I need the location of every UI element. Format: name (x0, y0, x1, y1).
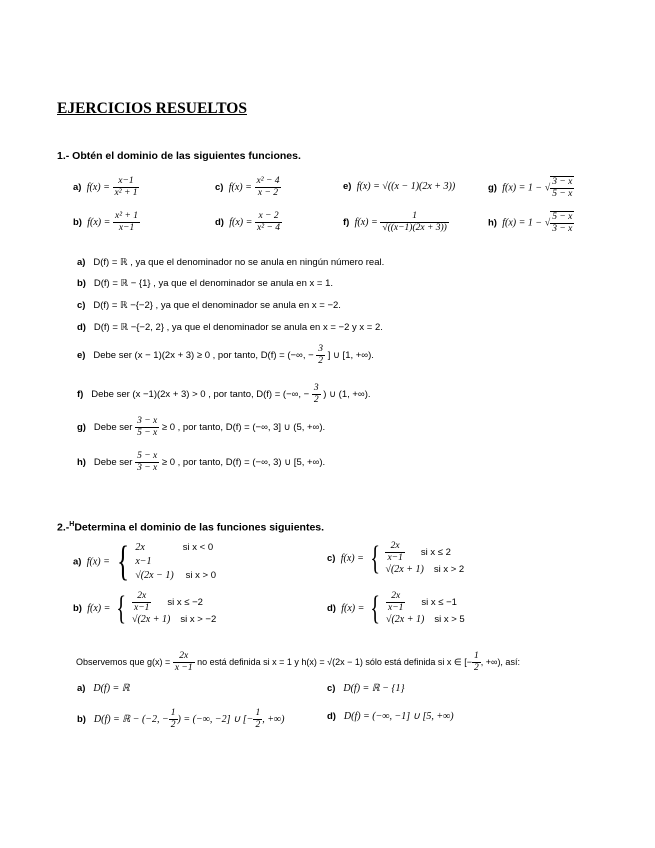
ex1-solution-f (77, 383, 371, 406)
cases (132, 591, 216, 626)
case-cond: si x > 5 (434, 614, 465, 625)
solution-text: Debe ser (x −1)(2x + 3) > 0 , por tanto, D(f) = (−∞, − (91, 389, 310, 401)
solution-text: D(f) = ℝ (93, 683, 130, 694)
ex1-solution-g (77, 416, 325, 439)
fraction: $\frac{1}{2}$ (170, 708, 176, 730)
ex2-item-a (73, 541, 216, 583)
fraction: $\frac{\text{x² + 1}}{x-1}$ (115, 211, 138, 233)
item-expr: f(x) = √((x − 1)(2x + 3)) (356, 181, 456, 192)
fraction: $\frac{2x}{x -1}$ (174, 651, 193, 673)
solution-text-end: ] ∪ [1, +∞). (327, 350, 374, 362)
item-label: f) (343, 217, 350, 229)
solution-text-mid: ) = (−∞, −2] ∪ [− (177, 714, 254, 726)
fraction: $\frac{3 - x}{5 - x}$ (552, 177, 573, 199)
ex1-solution-a (77, 257, 384, 268)
ex1-item-d (215, 211, 282, 234)
item-label: d) (215, 217, 224, 229)
page-title: EJERCICIOS RESUELTOS (57, 100, 247, 117)
item-lhs: f(x) = (354, 217, 378, 229)
case-expr: √(2x − 1) (135, 570, 174, 581)
solution-label: d) (77, 322, 86, 333)
ex2-item-c (327, 541, 464, 576)
fraction: $\frac{3}{2}$ (313, 383, 319, 405)
solution-text: Debe ser (x − 1)(2x + 3) ≥ 0 , por tanto, D(f) = (−∞, − (93, 350, 314, 362)
solution-text: D(f) = ℝ −{−2, 2} , ya que el denominador se anula en x = −2 y x = 2. (93, 322, 383, 333)
ex1-solution-b (77, 278, 333, 289)
ex2-item-d (327, 591, 465, 626)
item-lhs: f(x) = (87, 217, 111, 229)
ex1-item-e (343, 181, 455, 192)
case-cond: si x < 0 (182, 542, 214, 553)
item-lhs: f(x) = 1 − (502, 217, 543, 229)
left-brace: { (116, 539, 129, 585)
item-label: b) (73, 603, 82, 614)
solution-text: Debe ser (93, 457, 133, 469)
exercise-1-heading: 1.- Obtén el dominio de las siguientes funciones. (57, 150, 301, 162)
fraction: $\frac{1}{2}$ (255, 708, 261, 730)
item-lhs: f(x) = (86, 556, 110, 568)
ex1-item-g (488, 176, 574, 200)
fraction: $\frac{2x}{x-1}$ (133, 591, 150, 613)
case-cond: si x ≤ 2 (420, 547, 451, 559)
solution-label: d) (327, 711, 336, 722)
case-expr: √(2x + 1) (385, 564, 424, 575)
item-lhs: f(x) = 1 − (502, 182, 543, 194)
solution-label: c) (327, 683, 336, 694)
heading-number: 2.- (57, 521, 70, 534)
heading-text: Determina el dominio de las funciones siguientes. (74, 521, 325, 534)
solution-label: a) (77, 257, 86, 268)
solution-label: c) (77, 300, 86, 311)
cases (385, 541, 464, 576)
case-expr: √(2x + 1) (131, 614, 171, 625)
solution-label: h) (77, 457, 86, 469)
fraction: $\frac{x - 2}{\text{x² − 4}}$ (257, 211, 280, 233)
ex2-solution-a (77, 683, 130, 694)
item-label: b) (73, 217, 82, 229)
solution-text: D(f) = ℝ − {1} (343, 683, 405, 694)
ex1-item-h (488, 211, 574, 235)
exercise-2-heading (57, 521, 324, 534)
case-expr: x−1 (135, 556, 152, 567)
solution-label: e) (77, 350, 86, 362)
case-expr: √(2x + 1) (385, 614, 425, 625)
item-label: c) (215, 182, 224, 194)
observation-text-mid: no está definida si x = 1 y h(x) = √(2x − 1) sólo está definida si x ∈ [− (197, 656, 473, 667)
solution-label: a) (77, 683, 86, 694)
item-label: h) (488, 217, 497, 229)
item-label: c) (327, 553, 336, 564)
solution-label: f) (77, 389, 84, 401)
item-lhs: f(x) = (340, 553, 364, 564)
ex2-solution-b (77, 708, 284, 731)
item-label: e) (343, 181, 352, 192)
item-label: a) (73, 182, 82, 194)
item-lhs: f(x) = (86, 182, 110, 194)
item-label: d) (327, 603, 336, 614)
solution-text: D(f) = ℝ −{−2} , ya que el denominador se anula en x = −2. (93, 300, 341, 311)
case-cond: si x ≤ −2 (167, 597, 203, 609)
observation-text-end: , +∞), así: (480, 656, 520, 667)
fraction: $\frac{\text{x² − 4}}{x - 2}$ (256, 176, 280, 198)
item-lhs: f(x) = (229, 217, 253, 229)
solution-text: D(f) = ℝ , ya que el denominador no se anula en ningún número real. (93, 257, 385, 268)
solution-text-end: ) ∪ (1, +∞). (323, 389, 371, 401)
item-lhs: f(x) = (341, 603, 365, 614)
case-cond: si x ≤ −1 (421, 597, 457, 609)
case-expr: 2x (135, 542, 145, 553)
fraction: $\frac{3}{2}$ (318, 344, 324, 366)
solution-text: D(f) = ℝ − {1} , ya que el denominador se anula en x = 1. (93, 278, 333, 289)
solution-text-end: ≥ 0 , por tanto, D(f) = (−∞, 3) ∪ [5, +∞). (161, 457, 326, 469)
item-lhs: f(x) = (87, 603, 111, 614)
fraction: $\frac{x-1}{\text{x² + 1}}$ (114, 176, 138, 198)
case-cond: si x > 2 (433, 564, 465, 575)
solution-label: g) (77, 422, 86, 434)
ex1-solution-c (77, 300, 341, 311)
fraction: $\frac{2x}{x-1}$ (387, 591, 404, 613)
solution-text: D(f) = (−∞, −1] ∪ [5, +∞) (343, 711, 454, 722)
ex1-item-f (343, 211, 449, 234)
fraction: $\frac{1}{2}$ (474, 651, 479, 673)
ex2-item-b (73, 591, 216, 626)
cases (386, 591, 465, 626)
heading-sup: H (69, 521, 75, 528)
ex1-solution-e (77, 344, 374, 367)
item-lhs: f(x) = (228, 182, 252, 194)
item-label: a) (73, 556, 82, 568)
ex1-item-b (73, 211, 140, 234)
solution-label: b) (77, 278, 86, 289)
solution-text: D(f) = ℝ − (−2, − (93, 714, 169, 726)
observation-text: Observemos que g(x) = (76, 656, 171, 667)
ex2-solution-d (327, 711, 454, 722)
left-brace: { (369, 539, 380, 577)
ex1-item-c (215, 176, 281, 199)
ex1-item-a (73, 176, 139, 199)
fraction: $\frac{2x}{x-1}$ (387, 541, 403, 563)
sqrt-sign: √ (544, 217, 551, 229)
ex1-solution-h (77, 451, 325, 474)
solution-text-end: , +∞) (262, 714, 285, 726)
fraction: $\frac{1}{√((x-1)(2x + 3))}$ (382, 211, 447, 233)
left-brace: { (370, 589, 381, 627)
left-brace: { (116, 589, 127, 627)
ex2-solution-c (327, 683, 404, 694)
solution-text-end: ≥ 0 , por tanto, D(f) = (−∞, 3] ∪ (5, +∞). (161, 422, 326, 434)
fraction: $\frac{5 - x}{3 - x}$ (552, 212, 573, 234)
ex1-solution-d (77, 322, 383, 333)
solution-text: Debe ser (93, 422, 133, 434)
ex2-observation (76, 651, 520, 674)
case-cond: si x > −2 (180, 614, 217, 625)
fraction: $\frac{3 - x}{5 - x}$ (137, 416, 158, 438)
sqrt-sign: √ (544, 182, 551, 194)
case-cond: si x > 0 (185, 570, 217, 581)
solution-label: b) (77, 714, 86, 726)
cases (135, 541, 216, 583)
fraction: $\frac{5 - x}{3 - x}$ (137, 451, 158, 473)
item-label: g) (488, 182, 497, 194)
